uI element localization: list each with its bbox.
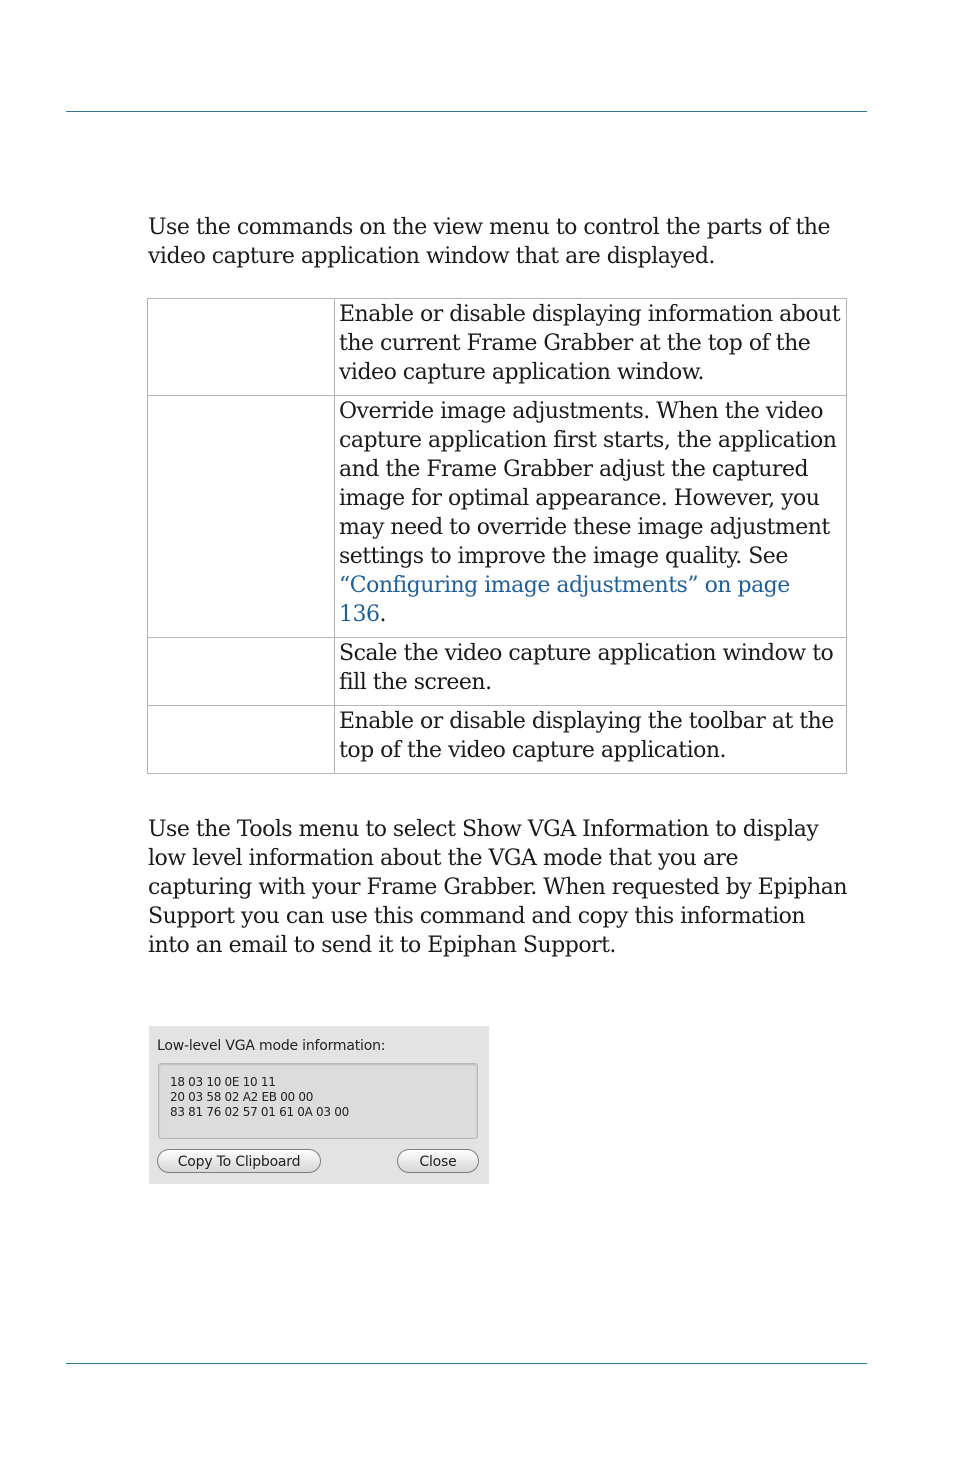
close-button[interactable]: Close (397, 1149, 479, 1173)
command-name (148, 396, 335, 638)
command-description: Enable or disable displaying the toolbar at the top of the video capture application. (335, 706, 847, 774)
table-row (148, 638, 847, 706)
tools-menu-paragraph: Use the Tools menu to select Show VGA Information to display low level information about the VGA mode that you are capturing with your Frame Grabber. When requested by Epiphan Support you can use this command and copy this information into an email to send it to Epiphan Support. (148, 817, 848, 958)
command-description: Scale the video capture application window to fill the screen. (335, 638, 847, 706)
command-description (335, 396, 847, 638)
command-name (148, 299, 335, 396)
view-menu-intro: Use the commands on the view menu to control the parts of the video capture application window that are displayed. (148, 215, 830, 269)
command-description: Enable or disable displaying information about the current Frame Grabber at the top of the video capture application window. (335, 299, 847, 396)
vga-info-line: 18 03 10 0E 10 11 (170, 1075, 276, 1089)
vga-information-dialog (149, 1026, 489, 1184)
dialog-title: Low-level VGA mode information: (157, 1038, 386, 1054)
footer-rule (66, 1363, 867, 1364)
vga-info-line: 20 03 58 02 A2 EB 00 00 (170, 1090, 314, 1104)
table-row (148, 299, 847, 396)
command-name (148, 706, 335, 774)
image-adjustments-link[interactable]: “Configuring image adjustments” on page 136 (339, 573, 790, 627)
table-row (148, 396, 847, 638)
header-rule (66, 111, 867, 112)
vga-info-line: 83 81 76 02 57 01 61 0A 03 00 (170, 1105, 349, 1119)
description-text: Override image adjustments. When the video capture application first starts, the application and the Frame Grabber adjust the captured image for optimal appearance. However, you may need to override these image adjustment settings to improve the image quality. See (339, 399, 837, 569)
table-row (148, 706, 847, 774)
command-name (148, 638, 335, 706)
description-period: . (379, 602, 386, 627)
view-menu-table (147, 298, 847, 774)
vga-info-box[interactable] (158, 1063, 478, 1139)
copy-to-clipboard-button[interactable]: Copy To Clipboard (157, 1149, 321, 1173)
